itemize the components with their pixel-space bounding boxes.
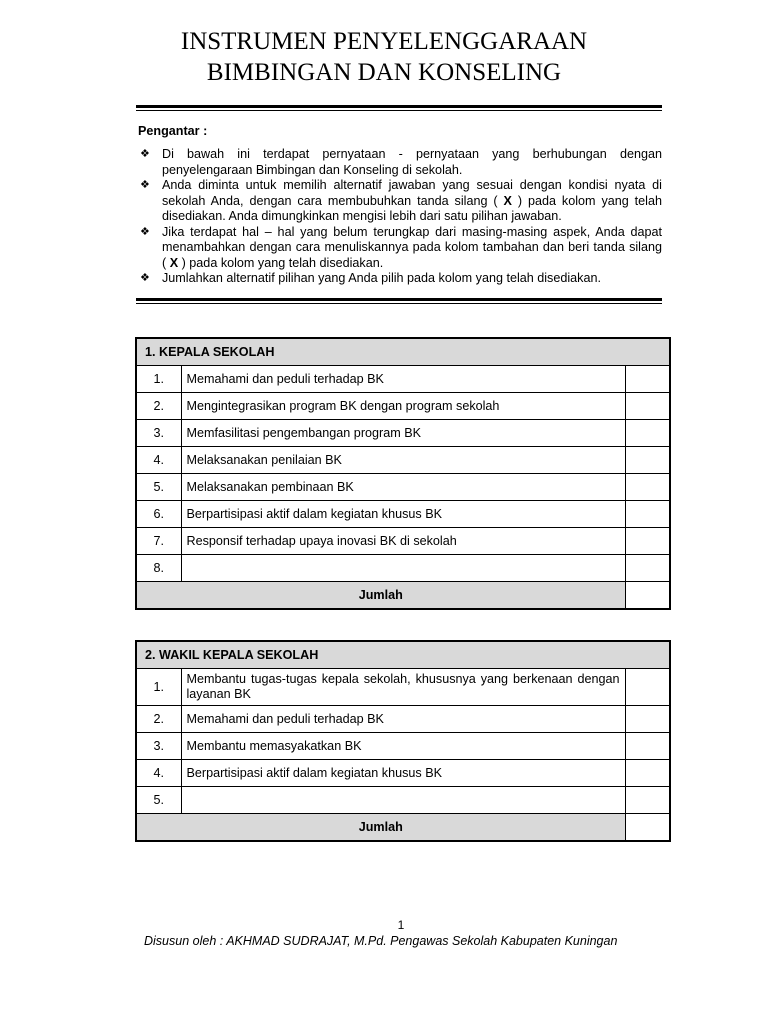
section-2-table xyxy=(135,640,671,842)
table-row xyxy=(136,447,670,474)
diamond-bullet-icon: ❖ xyxy=(140,225,150,238)
answer-checkbox[interactable] xyxy=(625,760,670,787)
answer-checkbox[interactable] xyxy=(625,501,670,528)
list-item xyxy=(138,178,662,225)
row-statement: Berpartisipasi aktif dalam kegiatan khusus BK xyxy=(181,760,625,787)
x-mark: X xyxy=(503,193,512,208)
answer-checkbox[interactable] xyxy=(625,706,670,733)
bullet-text-post: ) pada kolom yang telah disediakan. xyxy=(178,255,384,270)
bullet-text: Di bawah ini terdapat pernyataan - pernyataan yang berhubungan dengan penyelengaraan Bimbingan dan Konseling di sekolah. xyxy=(162,147,662,177)
title-divider-thin xyxy=(136,110,662,111)
row-number: 3. xyxy=(136,733,181,760)
table-row xyxy=(136,669,670,706)
row-number: 4. xyxy=(136,760,181,787)
answer-checkbox[interactable] xyxy=(625,555,670,582)
row-statement: Membantu tugas-tugas kepala sekolah, khususnya yang berkenaan dengan layanan BK xyxy=(181,669,625,706)
additional-statement-field[interactable] xyxy=(181,555,625,582)
answer-checkbox[interactable] xyxy=(625,447,670,474)
answer-checkbox[interactable] xyxy=(625,733,670,760)
row-statement: Melaksanakan penilaian BK xyxy=(181,447,625,474)
intro-divider-thin xyxy=(136,303,662,304)
title-divider xyxy=(136,105,662,108)
row-statement: Memfasilitasi pengembangan program BK xyxy=(181,420,625,447)
row-number: 3. xyxy=(136,420,181,447)
row-statement: Melaksanakan pembinaan BK xyxy=(181,474,625,501)
table-row xyxy=(136,501,670,528)
table-row xyxy=(136,760,670,787)
answer-checkbox[interactable] xyxy=(625,420,670,447)
row-number: 1. xyxy=(136,366,181,393)
row-number: 5. xyxy=(136,787,181,814)
row-number: 2. xyxy=(136,393,181,420)
total-row xyxy=(136,582,670,610)
row-statement: Memahami dan peduli terhadap BK xyxy=(181,706,625,733)
row-statement: Mengintegrasikan program BK dengan program sekolah xyxy=(181,393,625,420)
row-number: 4. xyxy=(136,447,181,474)
table-row xyxy=(136,366,670,393)
total-label: Jumlah xyxy=(136,814,625,842)
list-item xyxy=(138,225,662,272)
total-label: Jumlah xyxy=(136,582,625,610)
diamond-bullet-icon: ❖ xyxy=(140,272,150,284)
section-1-table xyxy=(135,337,671,610)
total-field[interactable] xyxy=(625,582,670,610)
row-statement: Berpartisipasi aktif dalam kegiatan khusus BK xyxy=(181,501,625,528)
row-number: 7. xyxy=(136,528,181,555)
title-line-1: INSTRUMEN PENYELENGGARAAN xyxy=(180,28,588,55)
answer-checkbox[interactable] xyxy=(625,393,670,420)
row-statement: Memahami dan peduli terhadap BK xyxy=(181,366,625,393)
bullet-text: Jumlahkan alternatif pilihan yang Anda pilih pada kolom yang telah disediakan. xyxy=(162,271,601,285)
table-row xyxy=(136,393,670,420)
table-row xyxy=(136,420,670,447)
total-row xyxy=(136,814,670,842)
row-number: 1. xyxy=(136,669,181,706)
document-title xyxy=(0,26,768,88)
bullet-text-post: ) pada kolom yang telah disediakan. Anda dimungkinkan mengisi lebih dari satu pilihan jawaban. xyxy=(162,193,662,223)
bullet-text-pre: Anda diminta untuk memilih alternatif jawaban yang sesuai dengan kondisi nyata di sekolah Anda, dengan cara membubuhkan tanda silang ( xyxy=(162,178,662,208)
intro-bullet-list xyxy=(138,147,662,287)
row-statement: Responsif terhadap upaya inovasi BK di sekolah xyxy=(181,528,625,555)
row-number: 8. xyxy=(136,555,181,582)
table-row xyxy=(136,733,670,760)
section-1-heading: 1. KEPALA SEKOLAH xyxy=(136,338,670,366)
x-mark: X xyxy=(169,255,179,270)
table-row xyxy=(136,528,670,555)
diamond-bullet-icon: ❖ xyxy=(140,148,150,160)
diamond-bullet-icon: ❖ xyxy=(140,179,150,191)
answer-checkbox[interactable] xyxy=(625,366,670,393)
answer-checkbox[interactable] xyxy=(625,787,670,814)
table-row xyxy=(136,555,670,582)
row-number: 6. xyxy=(136,501,181,528)
footer-author: Disusun oleh : AKHMAD SUDRAJAT, M.Pd. Pengawas Sekolah Kabupaten Kuningan xyxy=(144,934,618,948)
title-line-2: BIMBINGAN DAN KONSELING xyxy=(206,59,562,86)
intro-divider xyxy=(136,298,662,301)
row-number: 5. xyxy=(136,474,181,501)
table-row xyxy=(136,474,670,501)
answer-checkbox[interactable] xyxy=(625,528,670,555)
section-2-heading: 2. WAKIL KEPALA SEKOLAH xyxy=(136,641,670,669)
table-row xyxy=(136,787,670,814)
intro-section xyxy=(138,124,662,287)
answer-checkbox[interactable] xyxy=(625,669,670,706)
table-row xyxy=(136,706,670,733)
row-number: 2. xyxy=(136,706,181,733)
list-item xyxy=(138,271,662,287)
answer-checkbox[interactable] xyxy=(625,474,670,501)
page-number: 1 xyxy=(397,918,405,932)
list-item xyxy=(138,147,662,178)
additional-statement-field[interactable] xyxy=(181,787,625,814)
total-field[interactable] xyxy=(625,814,670,842)
intro-heading: Pengantar : xyxy=(138,124,208,138)
row-statement: Membantu memasyakatkan BK xyxy=(181,733,625,760)
bullet-text-pre: Jika terdapat hal – hal yang belum terungkap dari masing-masing aspek, Anda dapat menambahkan dengan cara menuliskannya pada kolom tambahan dan beri tanda silang ( xyxy=(162,224,662,270)
